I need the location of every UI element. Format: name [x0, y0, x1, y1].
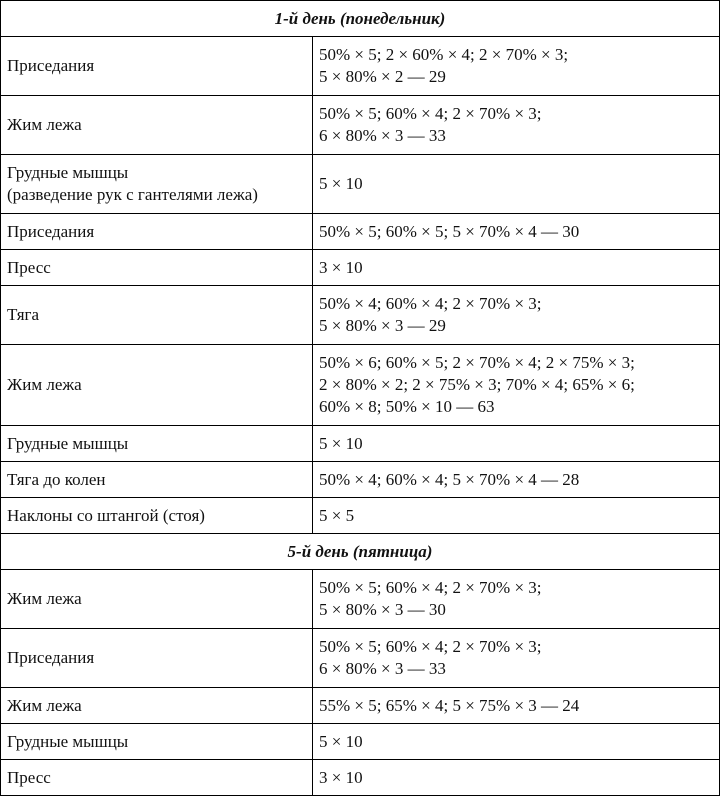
load-scheme: 50% × 5; 60% × 4; 2 × 70% × 3; [319, 104, 542, 123]
exercise-cell [1, 155, 313, 214]
scheme-cell [313, 96, 720, 155]
table-row [1, 345, 720, 426]
scheme-cell [313, 250, 720, 286]
exercise-cell [1, 286, 313, 345]
load-scheme: 6 × 80% × 3 — 33 [319, 126, 446, 145]
table-row [1, 498, 720, 534]
table-row [1, 570, 720, 629]
exercise-name: (разведение рук с гантелями лежа) [7, 185, 258, 204]
scheme-cell [313, 286, 720, 345]
load-scheme: 5 × 10 [319, 174, 363, 193]
exercise-cell [1, 570, 313, 629]
table-row [1, 724, 720, 760]
exercise-name: Приседания [7, 56, 95, 75]
exercise-cell [1, 250, 313, 286]
exercise-name: Тяга [7, 305, 40, 324]
scheme-cell [313, 155, 720, 214]
table-row [1, 688, 720, 724]
load-scheme: 5 × 10 [319, 433, 363, 453]
exercise-cell [1, 214, 313, 250]
table-row [1, 629, 720, 688]
load-scheme: 5 × 80% × 3 — 30 [319, 600, 446, 619]
exercise-name: Грудные мышцы [7, 163, 129, 182]
program-table-body [1, 1, 720, 796]
exercise-cell [1, 426, 313, 462]
load-scheme: 50% × 5; 60% × 4; 2 × 70% × 3; [319, 637, 542, 656]
exercise-name: Тяга до колен [7, 469, 106, 489]
load-scheme: 5 × 5 [319, 505, 355, 525]
scheme-cell [313, 462, 720, 498]
table-row [1, 426, 720, 462]
exercise-cell [1, 498, 313, 534]
exercise-name: Пресс [7, 257, 51, 277]
load-scheme: 6 × 80% × 3 — 33 [319, 659, 446, 678]
table-row [1, 37, 720, 96]
load-scheme: 50% × 5; 60% × 5; 5 × 70% × 4 — 30 [319, 221, 580, 241]
exercise-cell [1, 688, 313, 724]
table-row [1, 250, 720, 286]
section-header-row [1, 1, 720, 37]
load-scheme: 3 × 10 [319, 257, 363, 277]
table-row [1, 760, 720, 796]
scheme-cell [313, 498, 720, 534]
exercise-name: Грудные мышцы [7, 731, 129, 751]
exercise-cell [1, 37, 313, 96]
exercise-name: Жим лежа [7, 115, 82, 134]
scheme-cell [313, 214, 720, 250]
scheme-cell [313, 724, 720, 760]
scheme-cell [313, 345, 720, 426]
scheme-cell [313, 426, 720, 462]
load-scheme: 50% × 6; 60% × 5; 2 × 70% × 4; 2 × 75% × 3; [319, 353, 635, 372]
exercise-name: Жим лежа [7, 589, 82, 608]
scheme-cell [313, 37, 720, 96]
load-scheme: 5 × 80% × 2 — 29 [319, 67, 446, 86]
exercise-cell [1, 462, 313, 498]
table-row [1, 462, 720, 498]
exercise-name: Грудные мышцы [7, 433, 129, 453]
load-scheme: 60% × 8; 50% × 10 — 63 [319, 397, 495, 416]
scheme-cell [313, 570, 720, 629]
exercise-cell [1, 629, 313, 688]
exercise-name: Наклоны со штангой (стоя) [7, 505, 205, 525]
exercise-cell [1, 760, 313, 796]
load-scheme: 50% × 4; 60% × 4; 2 × 70% × 3; [319, 294, 542, 313]
load-scheme: 50% × 5; 60% × 4; 2 × 70% × 3; [319, 578, 542, 597]
table-row [1, 214, 720, 250]
load-scheme: 5 × 80% × 3 — 29 [319, 316, 446, 335]
exercise-name: Пресс [7, 767, 51, 787]
scheme-cell [313, 760, 720, 796]
section-title: 5-й день (пятница) [1, 534, 720, 570]
section-header-row [1, 534, 720, 570]
exercise-cell [1, 724, 313, 760]
scheme-cell [313, 688, 720, 724]
table-row [1, 155, 720, 214]
table-row [1, 96, 720, 155]
exercise-cell [1, 345, 313, 426]
exercise-name: Приседания [7, 221, 95, 241]
exercise-name: Жим лежа [7, 375, 82, 394]
load-scheme: 3 × 10 [319, 767, 363, 787]
table-row [1, 286, 720, 345]
load-scheme: 50% × 5; 2 × 60% × 4; 2 × 70% × 3; [319, 45, 569, 64]
exercise-cell [1, 96, 313, 155]
exercise-name: Жим лежа [7, 695, 82, 715]
load-scheme: 50% × 4; 60% × 4; 5 × 70% × 4 — 28 [319, 469, 580, 489]
section-title: 1-й день (понедельник) [1, 1, 720, 37]
load-scheme: 55% × 5; 65% × 4; 5 × 75% × 3 — 24 [319, 695, 580, 715]
exercise-name: Приседания [7, 648, 95, 667]
scheme-cell [313, 629, 720, 688]
load-scheme: 5 × 10 [319, 731, 363, 751]
load-scheme: 2 × 80% × 2; 2 × 75% × 3; 70% × 4; 65% × 6; [319, 375, 635, 394]
